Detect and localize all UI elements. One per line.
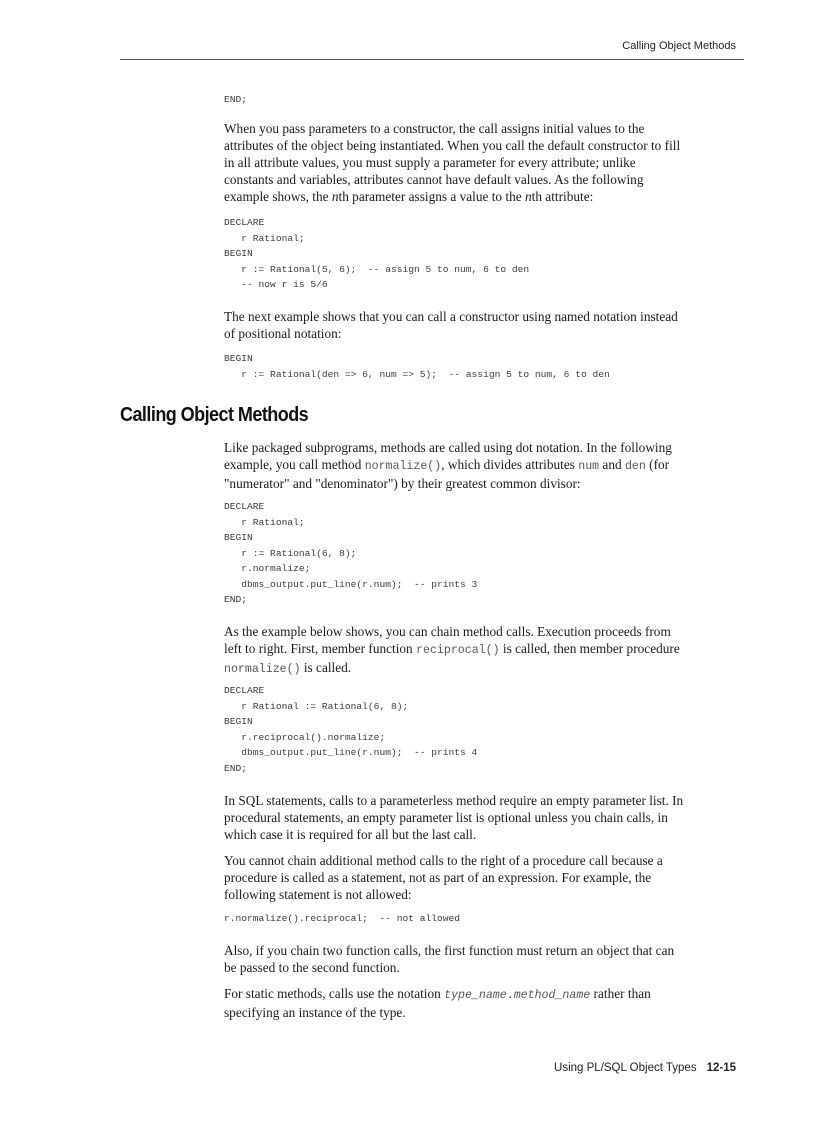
footer-book-title: Using PL/SQL Object Types <box>554 1062 697 1074</box>
para1-line3: in all attribute values, you must supply a parameter for every attribute; unlike <box>224 155 636 170</box>
para3-l2c: and <box>599 457 625 472</box>
para5-line1: In SQL statements, calls to a parameterless method require an empty parameter list. In <box>224 793 684 808</box>
para5-line2: procedural statements, an empty parameter list is optional unless you chain calls, in <box>224 810 668 825</box>
para3-line3: "numerator" and "denominator") by their greatest common divisor: <box>224 476 581 491</box>
para6-line1: You cannot chain additional method calls to the right of a procedure call because a <box>224 853 663 868</box>
para1-line5 <box>224 188 744 205</box>
page-number: 12-15 <box>706 1062 736 1074</box>
page-footer <box>554 1062 736 1074</box>
paragraph-chain-calls <box>224 623 744 678</box>
code-end-top: END; <box>224 94 248 105</box>
para1-l5c: th parameter assigns a value to the <box>338 189 525 204</box>
header-rule <box>120 59 744 60</box>
inline-code-normalize-2: normalize() <box>224 663 301 676</box>
para4-l3b: is called. <box>300 660 352 675</box>
inline-code-normalize: normalize() <box>364 460 442 473</box>
running-head: Calling Object Methods <box>622 40 736 52</box>
para5-line3: which case it is required for all but the last call. <box>224 827 477 842</box>
inline-code-den: den <box>624 460 646 473</box>
para8-l1b: rather than <box>590 986 651 1001</box>
para8-line2: specifying an instance of the type. <box>224 1005 406 1020</box>
para1-l5b: n <box>331 189 339 204</box>
paragraph-static-methods <box>224 985 744 1021</box>
inline-code-dot: . <box>506 989 514 1002</box>
para1-l5a: example shows, the <box>224 189 332 204</box>
code-block-normalize: DECLARE r Rational; BEGIN r := Rational(6, 8); r.normalize; dbms_output.put_line(r.num); -- prints 3 END; <box>224 501 478 605</box>
paragraph-constructor-parameters <box>224 120 744 205</box>
para1-line1: When you pass parameters to a constructor, the call assigns initial values to the <box>224 121 645 136</box>
para2-line1: The next example shows that you can call a constructor using named notation instead <box>224 309 678 324</box>
para4-l2b: is called, then member procedure <box>499 641 680 656</box>
para2-line2: of positional notation: <box>224 326 342 341</box>
inline-code-method-name: method_name <box>513 989 591 1002</box>
inline-code-reciprocal: reciprocal() <box>416 644 500 657</box>
para3-l2d: (for <box>645 457 670 472</box>
para3-l2a: example, you call method <box>224 457 365 472</box>
paragraph-dot-notation <box>224 439 744 492</box>
para1-l5d: n <box>524 189 532 204</box>
paragraph-named-notation <box>224 308 744 342</box>
paragraph-procedure-chain <box>224 852 744 903</box>
para6-line2: procedure is called as a statement, not as part of an expression. For example, the <box>224 870 652 885</box>
para8-l1a: For static methods, calls use the notation <box>224 986 445 1001</box>
para8-line1 <box>224 985 744 1004</box>
inline-code-type-name: type_name <box>444 989 507 1002</box>
section-heading: Calling Object Methods <box>120 404 309 426</box>
code-block-chained: DECLARE r Rational := Rational(6, 8); BEGIN r.reciprocal().normalize; dbms_output.put_line(r.num); -- prints 4 END; <box>224 685 478 774</box>
para6-line3: following statement is not allowed: <box>224 887 412 902</box>
inline-code-num: num <box>578 460 600 473</box>
para4-line1: As the example below shows, you can chain method calls. Execution proceeds from <box>224 624 671 639</box>
code-block-declare-rational: DECLARE r Rational; BEGIN r := Rational(5, 6); -- assign 5 to num, 6 to den -- now r is 5/6 <box>224 217 530 290</box>
para1-line2: attributes of the object being instantiated. When you call the default constructor to fill <box>224 138 681 153</box>
paragraph-parameterless <box>224 792 744 843</box>
para7-line2: be passed to the second function. <box>224 960 400 975</box>
para7-line1: Also, if you chain two function calls, the first function must return an object that can <box>224 943 675 958</box>
para4-l2a: left to right. First, member function <box>224 641 417 656</box>
para3-l2b: , which divides attributes <box>441 457 579 472</box>
para4-line2 <box>224 640 744 659</box>
para1-line4: constants and variables, attributes cannot have default values. As the following <box>224 172 644 187</box>
code-block-not-allowed: r.normalize().reciprocal; -- not allowed <box>224 913 461 924</box>
para3-line2 <box>224 456 744 475</box>
paragraph-function-chain <box>224 942 744 976</box>
para1-l5e: th attribute: <box>531 189 594 204</box>
code-block-named-notation: BEGIN r := Rational(den => 6, num => 5); -- assign 5 to num, 6 to den <box>224 353 610 380</box>
para4-line3 <box>224 659 744 678</box>
para3-line1: Like packaged subprograms, methods are called using dot notation. In the following <box>224 440 672 455</box>
